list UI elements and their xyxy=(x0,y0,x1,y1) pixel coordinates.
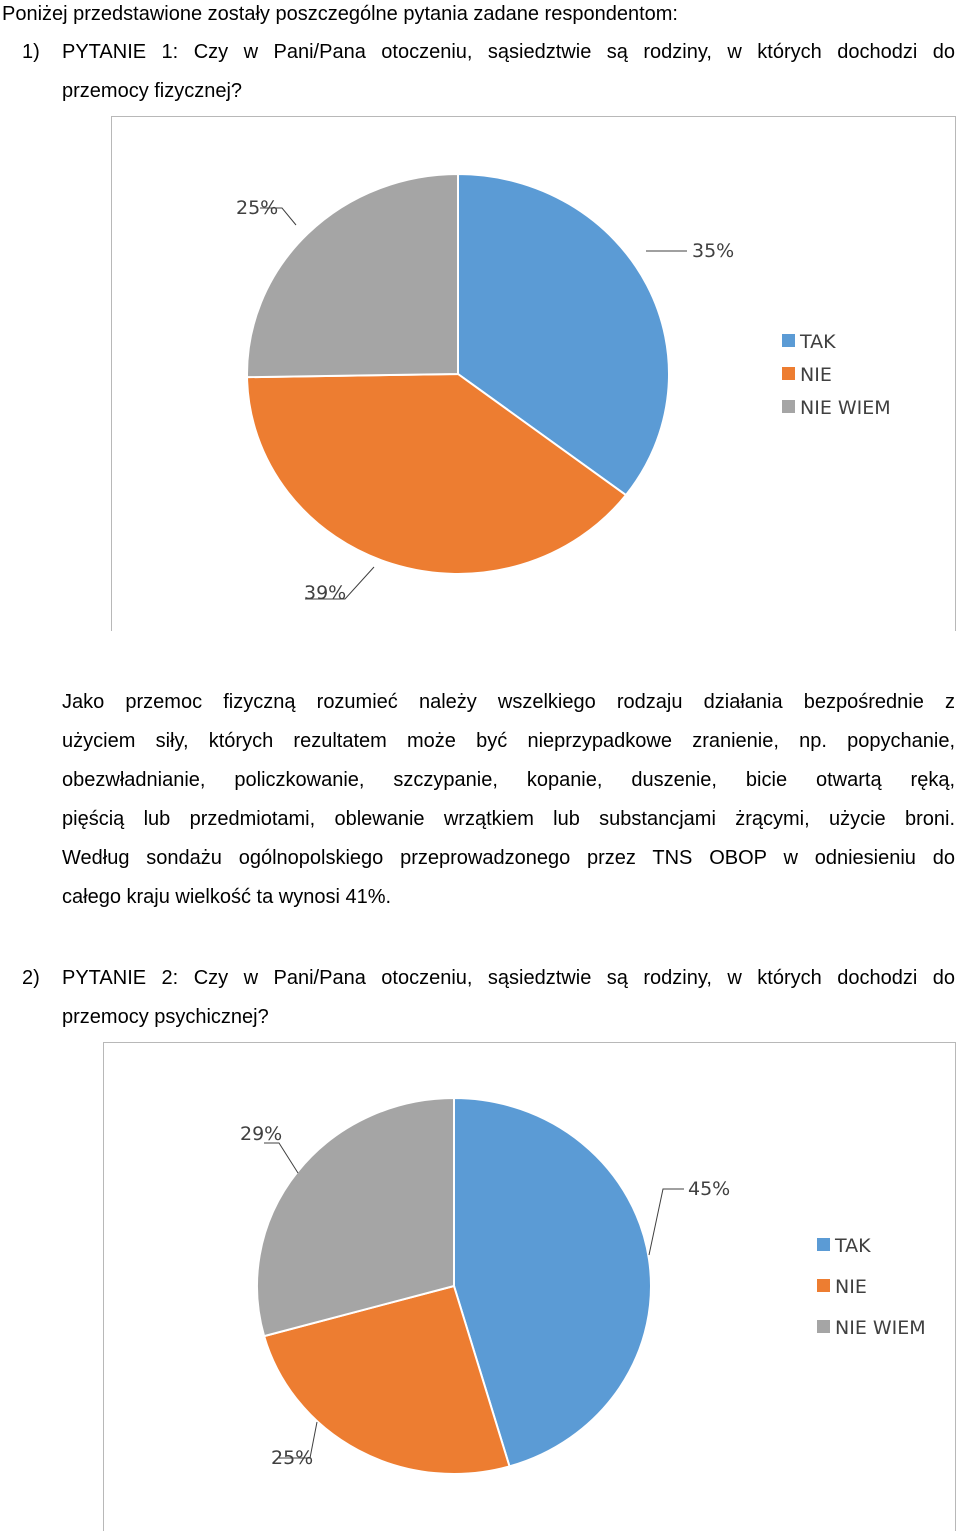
data-label-nie-wiem: 29% xyxy=(240,1123,283,1145)
question-1-number: 1) xyxy=(22,41,40,63)
question-1-line-1: PYTANIE 1: Czy w Pani/Pana otoczeniu, sąsiedztwie są rodziny, w których dochodzi do xyxy=(62,41,955,63)
explanation-line-6: całego kraju wielkość ta wynosi 41%. xyxy=(62,886,392,908)
question-2-line-1: PYTANIE 2: Czy w Pani/Pana otoczeniu, sąsiedztwie są rodziny, w których dochodzi do xyxy=(62,967,955,989)
explanation-line-4: pięścią lub przedmiotami, oblewanie wrzątkiem lub substancjami żrącymi, użycie broni. xyxy=(62,808,955,830)
chart-1 xyxy=(112,117,957,632)
question-2-line-2: przemocy psychicznej? xyxy=(62,1006,269,1028)
data-label-tak: 35% xyxy=(692,240,735,262)
legend-swatch-tak xyxy=(782,334,795,347)
explanation-line-5: Według sondażu ogólnopolskiego przeprowadzonego przez TNS OBOP w odniesieniu do xyxy=(62,847,955,869)
chart-2-frame xyxy=(103,1042,956,1531)
legend-label-nie-wiem: NIE WIEM xyxy=(835,1317,926,1339)
legend-swatch-nie-wiem xyxy=(817,1320,830,1333)
explanation-line-2: użyciem siły, których rezultatem może być nieprzypadkowe zranienie, np. popychanie, xyxy=(62,730,955,752)
legend-label-nie: NIE xyxy=(835,1276,867,1298)
data-label-tak: 45% xyxy=(688,1178,731,1200)
explanation-line-1: Jako przemoc fizyczną rozumieć należy wszelkiego rodzaju działania bezpośrednie z xyxy=(62,691,955,713)
leader-line xyxy=(264,1143,298,1173)
legend-swatch-nie-wiem xyxy=(782,400,795,413)
data-label-nie: 39% xyxy=(304,582,347,604)
data-label-nie: 25% xyxy=(271,1447,314,1469)
explanation-line-3: obezwładnianie, policzkowanie, szczypanie, kopanie, duszenie, bicie otwartą ręką, xyxy=(62,769,955,791)
legend-swatch-nie xyxy=(782,367,795,380)
legend-label-tak: TAK xyxy=(800,331,836,353)
pie-slice-nie-wiem xyxy=(247,174,458,377)
legend-swatch-nie xyxy=(817,1279,830,1292)
leader-line xyxy=(649,1189,684,1255)
question-1-line-2: przemocy fizycznej? xyxy=(62,80,243,102)
legend-label-tak: TAK xyxy=(835,1235,871,1257)
legend-label-nie: NIE xyxy=(800,364,832,386)
legend-swatch-tak xyxy=(817,1238,830,1251)
chart-1-frame xyxy=(111,116,956,631)
chart-2 xyxy=(104,1043,957,1532)
intro-text: Poniżej przedstawione zostały poszczególne pytania zadane respondentom: xyxy=(2,3,678,25)
data-label-nie-wiem: 25% xyxy=(236,197,279,219)
legend-label-nie-wiem: NIE WIEM xyxy=(800,397,891,419)
question-2-number: 2) xyxy=(22,967,40,989)
